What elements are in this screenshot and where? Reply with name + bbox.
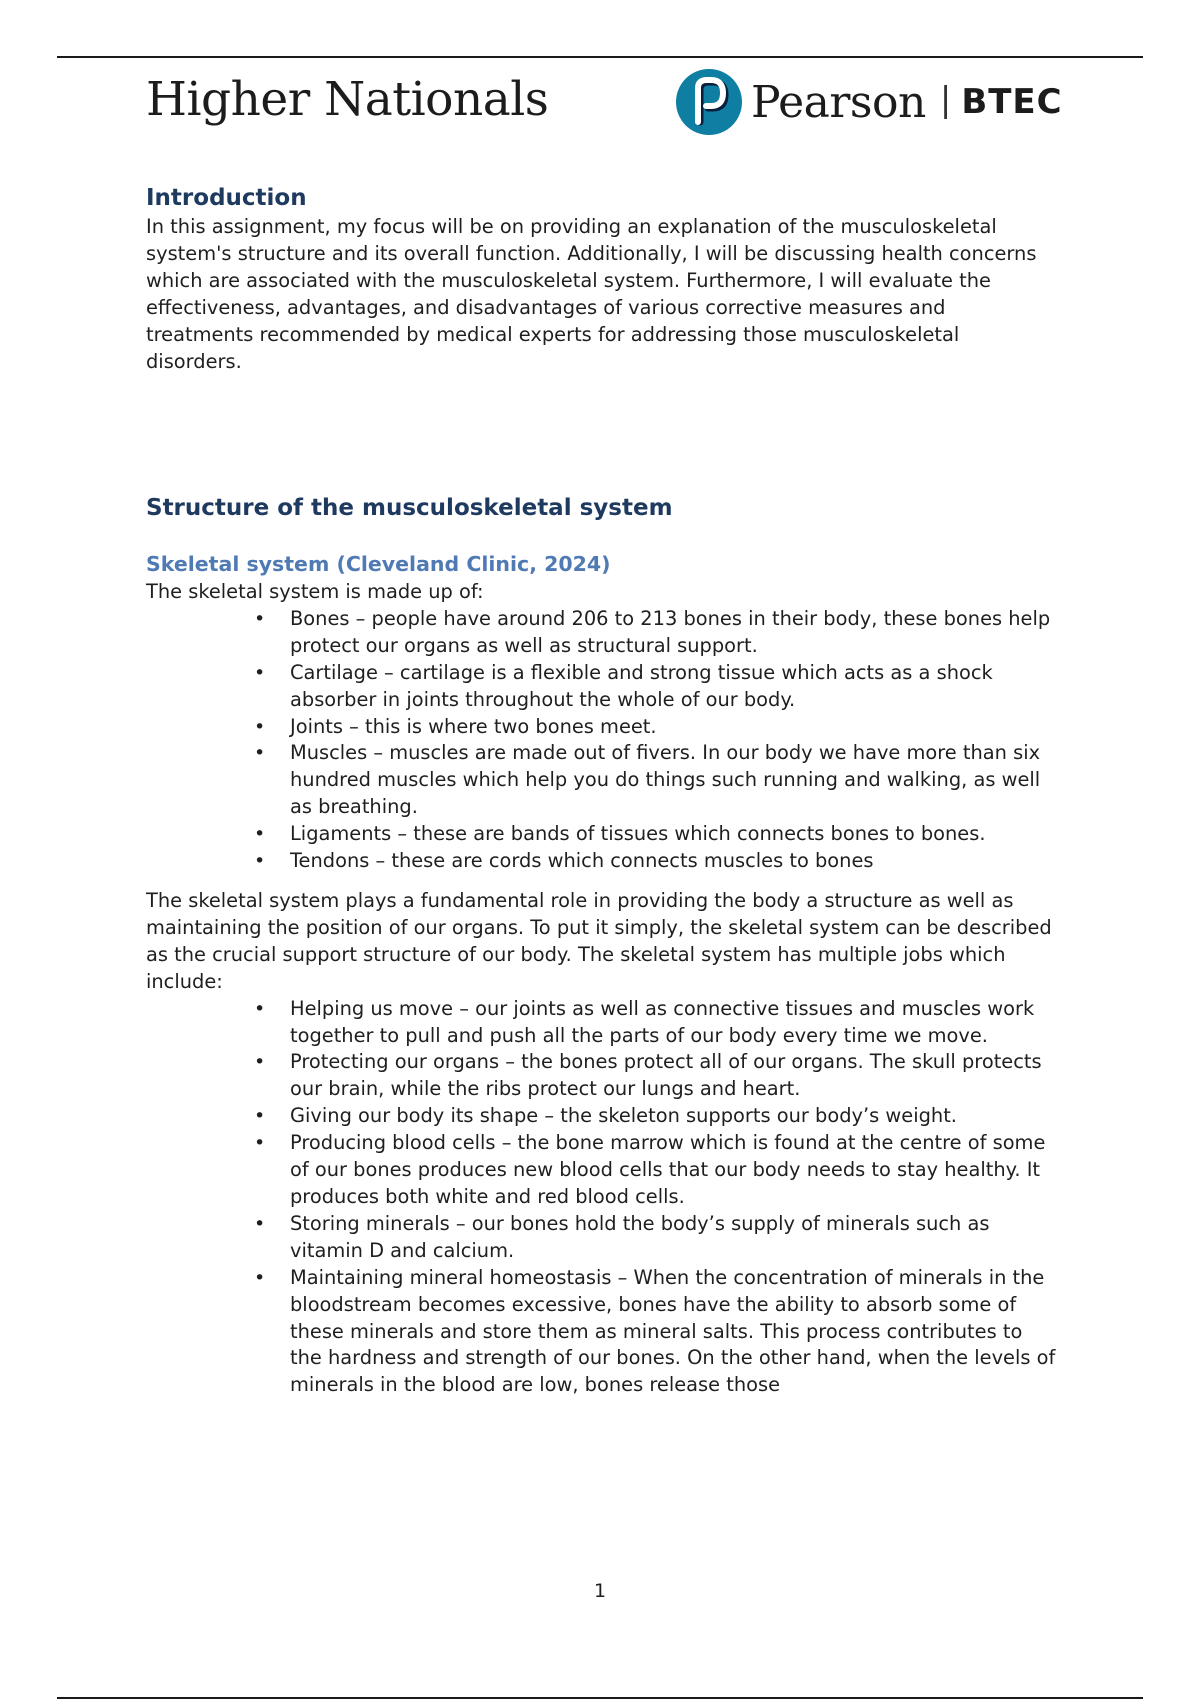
skeletal-jobs-block xyxy=(146,888,1056,1399)
list-item-text: Joints – this is where two bones meet. xyxy=(290,714,657,738)
list-item xyxy=(254,1130,1056,1211)
list-item-text: Maintaining mineral homeostasis – When the concentration of minerals in the bloodstream becomes excessive, bones have the ability to absorb some of these minerals and store them as mineral salts. This process contributes to the hardness and strength of our bones. On the other hand, when the levels of minerals in the blood are low, bones release those xyxy=(290,1265,1056,1397)
list-item-text: Storing minerals – our bones hold the body’s supply of minerals such as vitamin D and calcium. xyxy=(290,1211,990,1262)
bullet-icon: • xyxy=(254,823,266,846)
top-rule xyxy=(57,56,1143,58)
bullet-icon: • xyxy=(254,607,266,630)
list-item xyxy=(254,606,1056,660)
bullet-icon: • xyxy=(254,1105,266,1128)
list-item-text: Tendons – these are cords which connects muscles to bones xyxy=(290,849,874,873)
components-list xyxy=(146,606,1056,875)
logo-subbrand: BTEC xyxy=(961,82,1063,122)
list-item-text: Bones – people have around 206 to 213 bones in their body, these bones help protect our organs as well as structural support. xyxy=(290,606,1051,657)
list-item xyxy=(254,821,1056,848)
list-item xyxy=(254,996,1056,1050)
introduction-paragraph: In this assignment, my focus will be on providing an explanation of the musculoskeletal system's structure and its overall function. Additionally, I will be discussing health concerns which are associated with the musculoskeletal system. Furthermore, I will evaluate the effectiveness, advantages, and disadvantages of various corrective measures and treatments recommended by medical experts for addressing those musculoskeletal disorders. xyxy=(146,215,1037,373)
logo-name: Pearson xyxy=(751,76,926,128)
list-item xyxy=(254,1265,1056,1400)
structure-heading: Structure of the musculoskeletal system xyxy=(146,495,673,521)
document-header-title: Higher Nationals xyxy=(146,72,549,127)
list-item-text: Producing blood cells – the bone marrow which is found at the centre of some of our bones produces new blood cells that our body needs to stay healthy. It produces both white and red blood cells. xyxy=(290,1131,1046,1208)
list-item xyxy=(254,1211,1056,1265)
pearson-logo-icon xyxy=(675,68,743,136)
jobs-list xyxy=(146,996,1056,1400)
page-number: 1 xyxy=(593,1580,607,1602)
bullet-icon: • xyxy=(254,1132,266,1155)
bullet-icon: • xyxy=(254,1051,266,1074)
list-item-text: Muscles – muscles are made out of fivers. In our body we have more than six hundred muscles which help you do things such running and walking, as well as breathing. xyxy=(290,741,1041,819)
list-item xyxy=(254,714,1056,741)
logo-separator: | xyxy=(939,80,952,120)
skeletal-components-block xyxy=(146,579,1056,875)
components-intro: The skeletal system is made up of: xyxy=(146,580,484,603)
list-item-text: Protecting our organs – the bones protect all of our organs. The skull protects our brain, while the ribs protect our lungs and heart. xyxy=(290,1050,1042,1101)
skeletal-system-heading: Skeletal system (Cleveland Clinic, 2024) xyxy=(146,552,611,576)
bottom-rule xyxy=(57,1697,1143,1699)
bullet-icon: • xyxy=(254,850,266,873)
bullet-icon: • xyxy=(254,997,266,1020)
list-item xyxy=(254,660,1056,714)
bullet-icon: • xyxy=(254,715,266,738)
bullet-icon: • xyxy=(254,661,266,684)
list-item xyxy=(254,740,1056,821)
list-item-text: Cartilage – cartilage is a flexible and strong tissue which acts as a shock absorber in joints throughout the whole of our body. xyxy=(290,660,993,711)
list-item-text: Ligaments – these are bands of tissues which connects bones to bones. xyxy=(290,822,986,846)
document-body xyxy=(146,182,1056,1397)
list-item xyxy=(254,848,1056,875)
pearson-btec-logo xyxy=(675,66,1063,138)
role-paragraph: The skeletal system plays a fundamental role in providing the body a structure as well as maintaining the position of our organs. To put it simply, the skeletal system can be described as the crucial support structure of our body. The skeletal system has multiple jobs which include: xyxy=(146,889,1052,993)
list-item xyxy=(254,1103,1056,1130)
bullet-icon: • xyxy=(254,1266,266,1289)
list-item-text: Giving our body its shape – the skeleton supports our body’s weight. xyxy=(290,1104,957,1128)
bullet-icon: • xyxy=(254,1212,266,1235)
introduction-heading: Introduction xyxy=(146,185,307,211)
bullet-icon: • xyxy=(254,742,266,765)
list-item xyxy=(254,1049,1056,1103)
list-item-text: Helping us move – our joints as well as connective tissues and muscles work together to pull and push all the parts of our body every time we move. xyxy=(290,996,1035,1047)
